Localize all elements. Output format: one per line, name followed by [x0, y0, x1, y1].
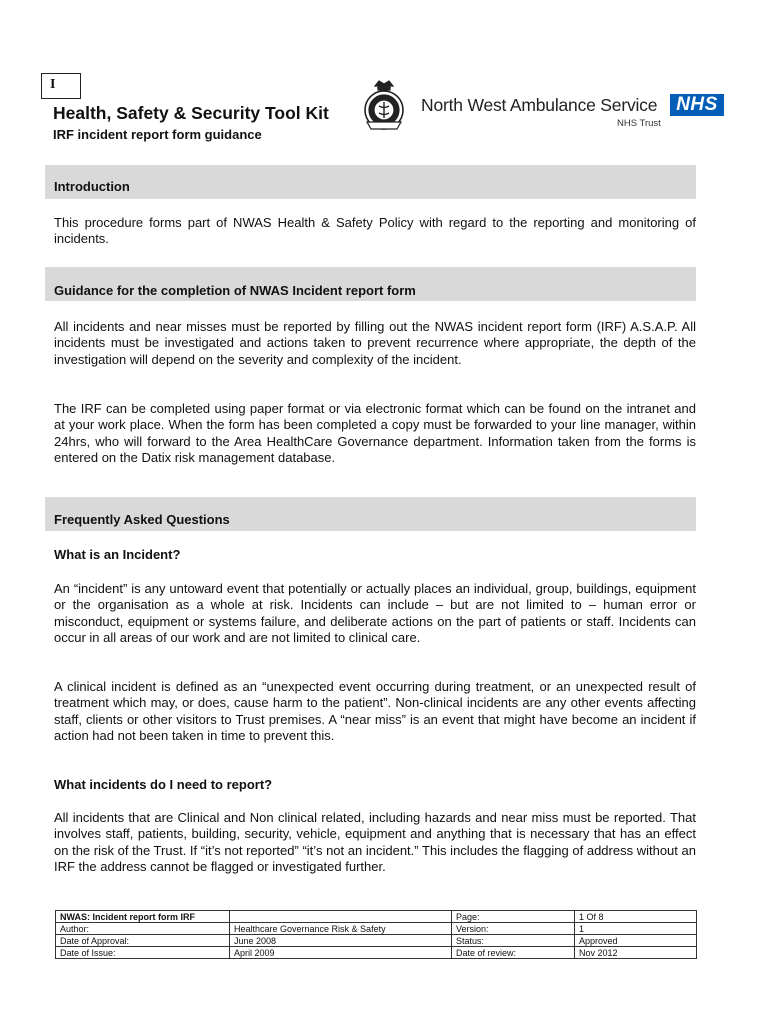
document-subtitle: IRF incident report form guidance: [53, 127, 262, 142]
table-cell-version-label: Version:: [452, 923, 575, 935]
faq-answer-1-paragraph-2: A clinical incident is defined as an “unexpected event occurring during treatment, or an unexpected result of treatment which may, or does, cause harm to the patient”. Non-clinical incidents are any other events affecting staff, clients or other visitors to Trust premises. A “near miss” is an event that might have become an incident if action had not been taken in time to prevent this.: [54, 679, 696, 743]
table-cell-author-value: Healthcare Governance Risk & Safety: [230, 923, 452, 935]
document-code-box: I: [41, 73, 81, 99]
section-heading-guidance: Guidance for the completion of NWAS Incident report form: [45, 267, 696, 301]
guidance-paragraph-1: All incidents and near misses must be reported by filling out the NWAS incident report form (IRF) A.S.A.P. All incidents must be investigated and actions taken to prevent recurrence where appropriate, the depth of the investigation will depend on the severity and complexity of the incident.: [54, 319, 696, 367]
table-row: [56, 923, 697, 935]
table-cell-document-name: NWAS: Incident report form IRF: [56, 911, 230, 923]
faq-answer-1-paragraph-1: An “incident” is any untoward event that potentially or actually places an individual, group, buildings, equipment or the organisation as a whole at risk. Incidents can include – but are not limited to – human error or misconduct, equipment or systems failure, and deliberate actions on the part of patients or staff. Incidents can occur in all areas of our work and are not limited to clinical care.: [54, 581, 696, 645]
introduction-body: This procedure forms part of NWAS Health & Safety Policy with regard to the reporting and monitoring of incidents.: [54, 215, 696, 247]
table-cell-issue-label: Date of Issue:: [56, 947, 230, 959]
guidance-paragraph-2: The IRF can be completed using paper format or via electronic format which can be found on the intranet and at your work place. When the form has been completed a copy must be forwarded to your line manager, within 24hrs, who will forward to the Area HealthCare Governance department. Information taken from the forms is entered on the Datix risk management database.: [54, 401, 696, 465]
table-cell-status-label: Status:: [452, 935, 575, 947]
faq-question-what-is-incident: What is an Incident?: [54, 547, 181, 562]
table-cell-status-value: Approved: [575, 935, 697, 947]
table-row: [56, 935, 697, 947]
table-cell-blank: [230, 911, 452, 923]
section-heading-faq: Frequently Asked Questions: [45, 497, 696, 531]
table-cell-review-value: Nov 2012: [575, 947, 697, 959]
faq-question-what-to-report: What incidents do I need to report?: [54, 777, 273, 792]
table-cell-issue-value: April 2009: [230, 947, 452, 959]
document-title: Health, Safety & Security Tool Kit: [53, 103, 329, 123]
table-cell-page-label: Page:: [452, 911, 575, 923]
section-heading-introduction: Introduction: [45, 165, 696, 199]
table-cell-page-value: 1 Of 8: [575, 911, 697, 923]
table-cell-version-value: 1: [575, 923, 697, 935]
nhs-logo: NHS: [670, 94, 724, 116]
table-cell-approval-label: Date of Approval:: [56, 935, 230, 947]
table-cell-approval-value: June 2008: [230, 935, 452, 947]
faq-answer-2-paragraph-1: All incidents that are Clinical and Non clinical related, including hazards and near miss must be reported. That involves staff, patients, building, security, vehicle, equipment and anything that is necessary that has an effect on the risk of the Trust. If “it’s not reported” “it’s not an incident.” This includes the flagging of address without an IRF the address cannot be flagged or investigated further.: [54, 810, 696, 874]
organisation-name: North West Ambulance Service: [421, 95, 658, 115]
table-row: [56, 911, 697, 923]
document-control-table: [55, 910, 697, 959]
table-cell-author-label: Author:: [56, 923, 230, 935]
trust-label: NHS Trust: [617, 118, 661, 129]
table-cell-review-label: Date of review:: [452, 947, 575, 959]
table-row: [56, 947, 697, 959]
ambulance-service-crest-icon: [361, 78, 407, 132]
